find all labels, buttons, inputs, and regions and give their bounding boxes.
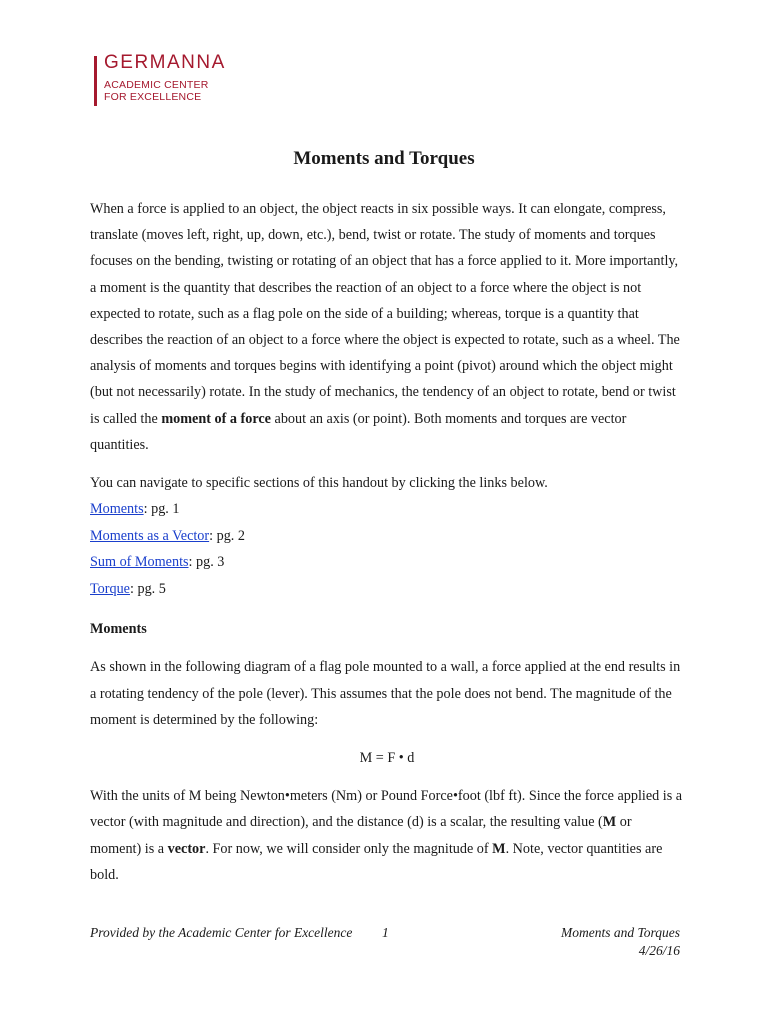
germanna-logo bbox=[88, 48, 252, 114]
units-text-a: With the units of M being Newton•meters (Nm) or Pound Force•foot (lbf ft). Since the force applied is a vector (with magnitude and direction), and the distance (d) is a scalar, the resulting value ( bbox=[90, 788, 683, 831]
units-text-g: . Note, vector quantities are bold. bbox=[90, 840, 663, 883]
link-page: : pg. 5 bbox=[129, 580, 166, 597]
footer-right bbox=[561, 924, 680, 960]
link-torque[interactable]: Torque bbox=[90, 580, 130, 597]
page-title: Moments and Torques bbox=[293, 148, 475, 169]
link-sum-of-moments[interactable]: Sum of Moments bbox=[90, 554, 189, 571]
units-bold-vector: vector bbox=[167, 840, 206, 857]
logo-subtitle-line2: FOR EXCELLENCE bbox=[104, 91, 202, 103]
link-moments-as-vector[interactable]: Moments as a Vector bbox=[90, 527, 210, 544]
section-links bbox=[90, 496, 684, 602]
footer-doc-title: Moments and Torques bbox=[560, 925, 680, 940]
link-row-moments bbox=[90, 496, 684, 523]
intro-text-end: about an axis (or point). Both moments and torques are vector quantities. bbox=[90, 410, 627, 453]
footer-page-number: 1 bbox=[382, 925, 389, 940]
link-row-sum-moments bbox=[90, 549, 684, 576]
footer-date: 4/26/16 bbox=[638, 943, 680, 958]
units-text-c: or moment) is a bbox=[90, 814, 632, 857]
link-row-torque bbox=[90, 576, 684, 603]
link-row-moments-vector bbox=[90, 523, 684, 550]
logo-name: GERMANNA bbox=[104, 52, 226, 73]
link-moments[interactable]: Moments bbox=[90, 501, 144, 518]
units-bold-m: M bbox=[602, 814, 617, 831]
intro-paragraph bbox=[90, 196, 684, 458]
units-paragraph bbox=[90, 783, 684, 888]
intro-text: When a force is applied to an object, the object reacts in six possible ways. It can elongate, compress, translate (moves left, right, up, down, etc.), bend, twist or rotate. The study of moments and torques focuses on the bending, twisting or rotating of an object that has a force applied to it. More importantly, a moment is the quantity that describes the reaction of an object to a force where the object is not expected to rotate, such as a flag pole on the side of a building; whereas, torque is a quantity that describes the reaction of an object to a force where the object is expected to rotate, such as a wheel. The analysis of moments and torques begins with identifying a point (pivot) around which the object might (but not necessarily) rotate. In the study of mechanics, the tendency of an object to rotate, bend or twist is called the bbox=[90, 201, 680, 427]
link-page: : pg. 3 bbox=[188, 554, 225, 571]
logo-accent-bar bbox=[94, 56, 97, 106]
document-body bbox=[90, 196, 684, 888]
moment-formula: M = F • d bbox=[359, 750, 415, 767]
moments-paragraph: As shown in the following diagram of a flag pole mounted to a wall, a force applied at the end results in a rotating tendency of the pole (lever). This assumes that the pole does not bend. The magnitude of the moment is determined by the following: bbox=[90, 659, 681, 728]
logo-subtitle-line1: ACADEMIC CENTER bbox=[104, 79, 209, 91]
link-page: : pg. 1 bbox=[143, 501, 180, 518]
units-text-e: . For now, we will consider only the magnitude of bbox=[205, 840, 493, 857]
intro-bold-term: moment of a force bbox=[161, 410, 271, 427]
footer-provider: Provided by the Academic Center for Excellence bbox=[90, 925, 353, 940]
nav-intro: You can navigate to specific sections of this handout by clicking the links below. bbox=[90, 475, 548, 492]
link-page: : pg. 2 bbox=[209, 527, 245, 544]
section-heading-moments: Moments bbox=[90, 621, 147, 638]
units-bold-m2: M bbox=[492, 840, 506, 857]
